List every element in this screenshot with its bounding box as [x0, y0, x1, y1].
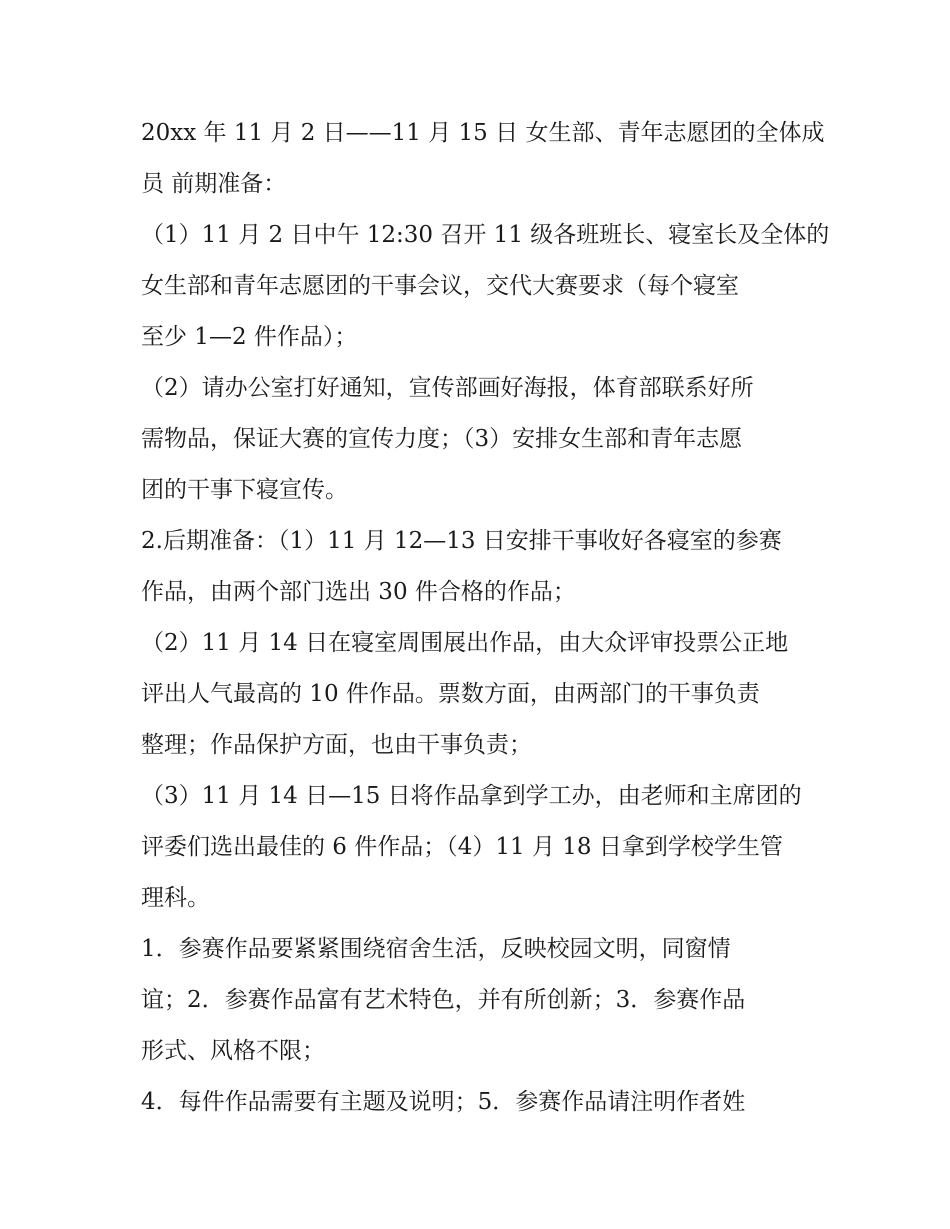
text-line: 2.后期准备：（1）11 月 12—13 日安排干事收好各寝室的参赛: [141, 528, 782, 554]
text-line: （2）请办公室打好通知，宣传部画好海报，体育部联系好所: [141, 375, 754, 401]
text-line: （2）11 月 14 日在寝室周围展出作品，由大众评审投票公正地: [141, 630, 789, 656]
text-line: （3）11 月 14 日—15 日将作品拿到学工办，由老师和主席团的: [141, 783, 802, 809]
text-line: 整理；作品保护方面，也由干事负责；: [141, 732, 532, 758]
text-line: 理科。: [141, 885, 210, 911]
text-line: 评出人气最高的 10 件作品。票数方面，由两部门的干事负责: [141, 681, 760, 707]
text-line: 女生部和青年志愿团的干事会议，交代大赛要求（每个寝室: [141, 273, 739, 299]
text-line: 至少 1—2 件作品）；: [141, 324, 358, 350]
text-line: 作品，由两个部门选出 30 件合格的作品；: [141, 579, 576, 605]
text-line: 谊；2．参赛作品富有艺术特色，并有所创新；3．参赛作品: [141, 987, 746, 1013]
text-line: （1）11 月 2 日中午 12:30 召开 11 级各班班长、寝室长及全体的: [141, 222, 830, 248]
text-line: 员 前期准备：: [141, 171, 287, 197]
text-line: 1．参赛作品要紧紧围绕宿舍生活，反映校园文明，同窗情: [141, 936, 731, 962]
text-line: 形式、风格不限；: [141, 1038, 325, 1064]
text-line: 20xx 年 11 月 2 日——11 月 15 日 女生部、青年志愿团的全体成: [141, 120, 825, 146]
text-line: 4．每件作品需要有主题及说明；5．参赛作品请注明作者姓: [141, 1089, 746, 1115]
text-line: 需物品，保证大赛的宣传力度；（3）安排女生部和青年志愿: [141, 426, 743, 452]
document-body: [141, 108, 830, 1128]
text-line: 评委们选出最佳的 6 件作品；（4）11 月 18 日拿到学校学生管: [141, 834, 783, 860]
text-line: 团的干事下寝宣传。: [141, 477, 348, 503]
